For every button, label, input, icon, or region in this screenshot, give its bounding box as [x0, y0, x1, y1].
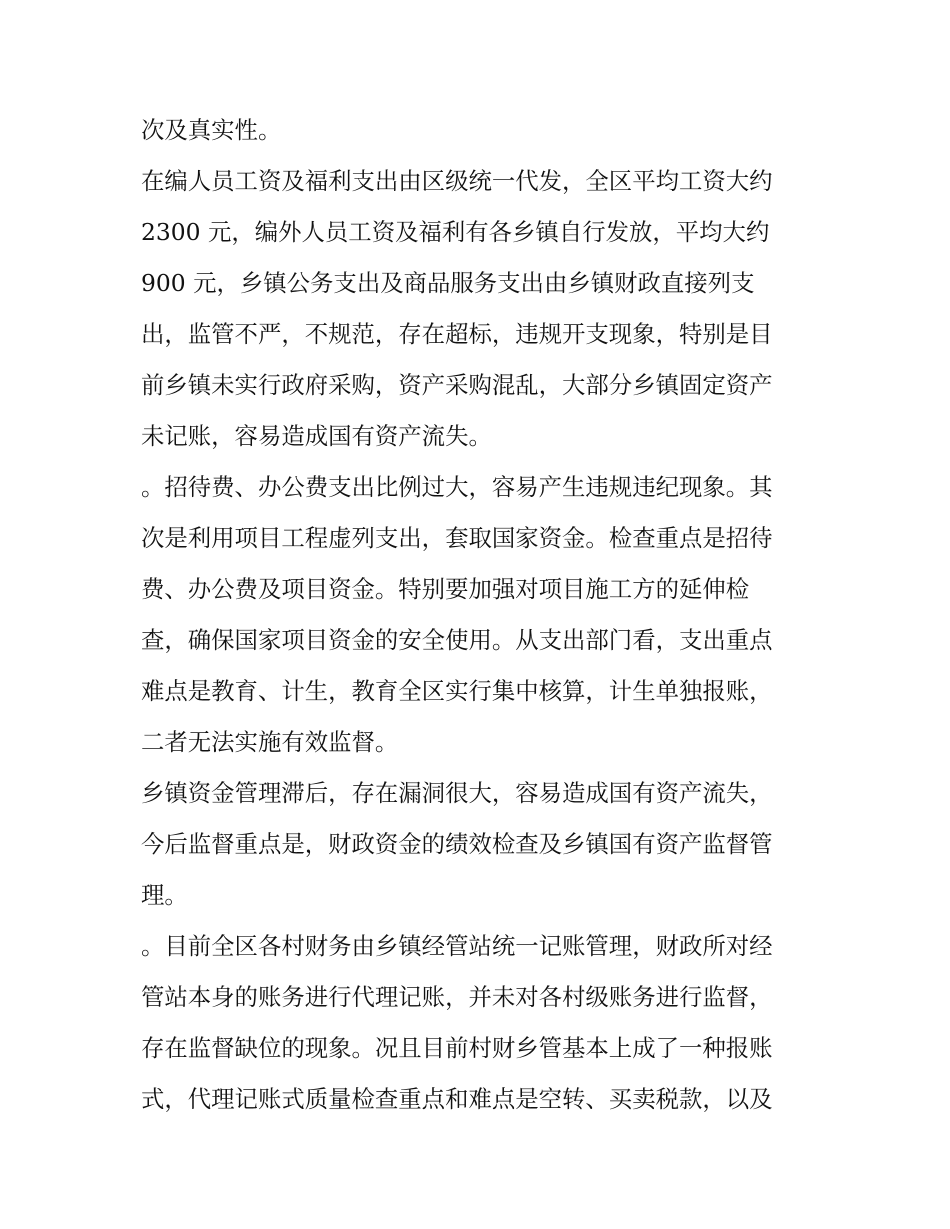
text-line: 难点是教育、计生，教育全区实行集中核算，计生单独报账，: [141, 677, 773, 705]
text-line: 费、办公费及项目资金。特别要加强对项目施工方的延伸检: [141, 575, 750, 603]
text-line: 式，代理记账式质量检查重点和难点是空转、买卖税款，以及: [141, 1085, 773, 1113]
text-line: 今后监督重点是，财政资金的绩效检查及乡镇国有资产监督管: [141, 830, 773, 858]
text-line: 次是利用项目工程虚列支出，套取国家资金。检查重点是招待: [141, 524, 773, 552]
body-text: [141, 105, 821, 1125]
text-line: 出，监管不严，不规范，存在超标，违规开支现象，特别是目: [141, 320, 773, 348]
text-line: 乡镇资金管理滞后，存在漏洞很大，容易造成国有资产流失，: [141, 779, 773, 807]
text-line: 前乡镇未实行政府采购，资产采购混乱，大部分乡镇固定资产: [141, 371, 773, 399]
text-line: 在编人员工资及福利支出由区级统一代发，全区平均工资大约: [141, 167, 773, 195]
text-line: 。招待费、办公费支出比例过大，容易产生违规违纪现象。其: [141, 473, 773, 501]
text-line: 查，确保国家项目资金的安全使用。从支出部门看，支出重点: [141, 626, 773, 654]
text-line: 存在监督缺位的现象。况且目前村财乡管基本上成了一种报账: [141, 1034, 773, 1062]
text-line: 900 元，乡镇公务支出及商品服务支出由乡镇财政直接列支: [141, 269, 755, 297]
text-line: 二者无法实施有效监督。: [141, 728, 399, 756]
text-line: 理。: [141, 881, 188, 909]
text-line: 管站本身的账务进行代理记账，并未对各村级账务进行监督，: [141, 983, 773, 1011]
text-line: 次及真实性。: [141, 116, 282, 144]
text-line: 2300 元，编外人员工资及福利有各乡镇自行发放，平均大约: [141, 218, 770, 246]
text-line: 未记账，容易造成国有资产流失。: [141, 422, 492, 450]
text-line: 。目前全区各村财务由乡镇经管站统一记账管理，财政所对经: [141, 932, 773, 960]
